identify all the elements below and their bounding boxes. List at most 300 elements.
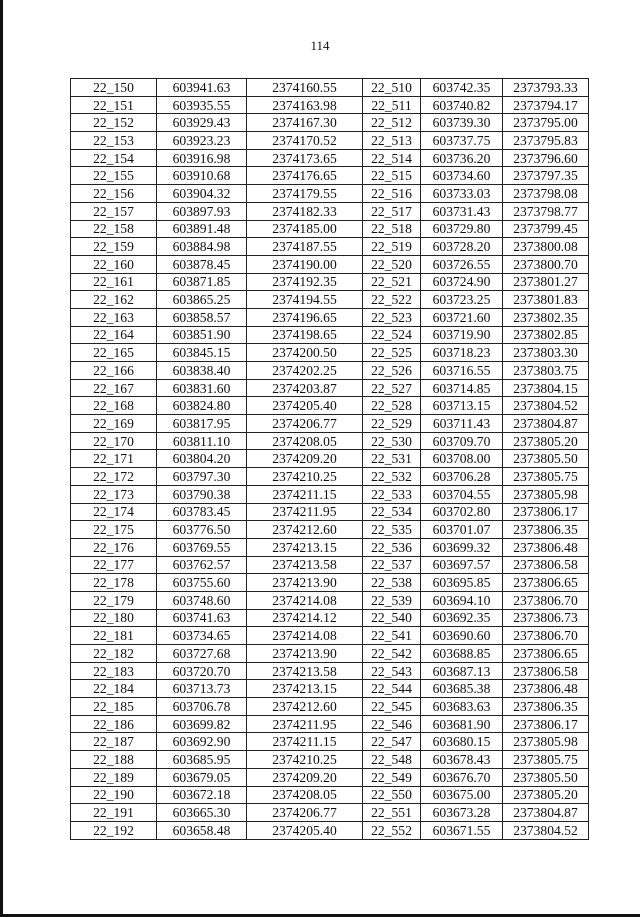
point-id-right: 22_523 xyxy=(363,308,421,326)
x-coordinate-right: 603721.60 xyxy=(421,308,503,326)
x-coordinate-right: 603681.90 xyxy=(421,715,503,733)
x-coordinate-left: 603884.98 xyxy=(157,238,247,256)
point-id-right: 22_551 xyxy=(363,804,421,822)
x-coordinate-left: 603897.93 xyxy=(157,202,247,220)
table-row xyxy=(71,432,589,450)
y-coordinate-left: 2374163.98 xyxy=(247,96,363,114)
y-coordinate-left: 2374211.15 xyxy=(247,733,363,751)
y-coordinate-right: 2373793.33 xyxy=(503,79,589,97)
x-coordinate-right: 603708.00 xyxy=(421,450,503,468)
y-coordinate-left: 2374192.35 xyxy=(247,273,363,291)
x-coordinate-right: 603723.25 xyxy=(421,291,503,309)
x-coordinate-left: 603748.60 xyxy=(157,591,247,609)
x-coordinate-left: 603811.10 xyxy=(157,432,247,450)
point-id-right: 22_531 xyxy=(363,450,421,468)
y-coordinate-right: 2373806.48 xyxy=(503,680,589,698)
y-coordinate-right: 2373806.70 xyxy=(503,627,589,645)
point-id-left: 22_185 xyxy=(71,698,157,716)
x-coordinate-left: 603699.82 xyxy=(157,715,247,733)
point-id-left: 22_155 xyxy=(71,167,157,185)
y-coordinate-right: 2373806.58 xyxy=(503,556,589,574)
coordinates-table xyxy=(70,78,589,840)
x-coordinate-left: 603851.90 xyxy=(157,326,247,344)
point-id-right: 22_549 xyxy=(363,768,421,786)
point-id-left: 22_162 xyxy=(71,291,157,309)
table-row xyxy=(71,609,589,627)
point-id-right: 22_539 xyxy=(363,591,421,609)
y-coordinate-left: 2374209.20 xyxy=(247,768,363,786)
x-coordinate-right: 603675.00 xyxy=(421,786,503,804)
point-id-right: 22_519 xyxy=(363,238,421,256)
table-row xyxy=(71,468,589,486)
x-coordinate-right: 603683.63 xyxy=(421,698,503,716)
table-row xyxy=(71,521,589,539)
table-row xyxy=(71,149,589,167)
x-coordinate-right: 603690.60 xyxy=(421,627,503,645)
table-row xyxy=(71,79,589,97)
point-id-left: 22_179 xyxy=(71,591,157,609)
point-id-right: 22_545 xyxy=(363,698,421,716)
point-id-right: 22_526 xyxy=(363,362,421,380)
x-coordinate-left: 603858.57 xyxy=(157,308,247,326)
x-coordinate-left: 603769.55 xyxy=(157,538,247,556)
point-id-left: 22_167 xyxy=(71,379,157,397)
y-coordinate-left: 2374212.60 xyxy=(247,521,363,539)
point-id-right: 22_530 xyxy=(363,432,421,450)
x-coordinate-right: 603729.80 xyxy=(421,220,503,238)
point-id-right: 22_524 xyxy=(363,326,421,344)
point-id-right: 22_514 xyxy=(363,149,421,167)
x-coordinate-left: 603665.30 xyxy=(157,804,247,822)
x-coordinate-right: 603678.43 xyxy=(421,751,503,769)
y-coordinate-right: 2373805.50 xyxy=(503,450,589,468)
x-coordinate-left: 603904.32 xyxy=(157,185,247,203)
point-id-left: 22_164 xyxy=(71,326,157,344)
point-id-left: 22_184 xyxy=(71,680,157,698)
x-coordinate-left: 603706.78 xyxy=(157,698,247,716)
x-coordinate-right: 603714.85 xyxy=(421,379,503,397)
y-coordinate-right: 2373806.17 xyxy=(503,715,589,733)
table-row xyxy=(71,698,589,716)
x-coordinate-left: 603865.25 xyxy=(157,291,247,309)
table-row xyxy=(71,662,589,680)
y-coordinate-left: 2374182.33 xyxy=(247,202,363,220)
point-id-right: 22_511 xyxy=(363,96,421,114)
point-id-right: 22_533 xyxy=(363,485,421,503)
point-id-right: 22_541 xyxy=(363,627,421,645)
table-row xyxy=(71,255,589,273)
y-coordinate-right: 2373802.85 xyxy=(503,326,589,344)
y-coordinate-right: 2373795.00 xyxy=(503,114,589,132)
x-coordinate-right: 603718.23 xyxy=(421,344,503,362)
point-id-right: 22_535 xyxy=(363,521,421,539)
table-row xyxy=(71,591,589,609)
y-coordinate-right: 2373805.75 xyxy=(503,468,589,486)
y-coordinate-left: 2374185.00 xyxy=(247,220,363,238)
y-coordinate-left: 2374205.40 xyxy=(247,821,363,839)
point-id-right: 22_529 xyxy=(363,415,421,433)
x-coordinate-right: 603701.07 xyxy=(421,521,503,539)
point-id-right: 22_534 xyxy=(363,503,421,521)
table-row xyxy=(71,804,589,822)
table-row xyxy=(71,344,589,362)
point-id-right: 22_532 xyxy=(363,468,421,486)
y-coordinate-right: 2373806.65 xyxy=(503,574,589,592)
y-coordinate-left: 2374211.95 xyxy=(247,715,363,733)
point-id-left: 22_151 xyxy=(71,96,157,114)
point-id-left: 22_177 xyxy=(71,556,157,574)
x-coordinate-right: 603687.13 xyxy=(421,662,503,680)
y-coordinate-right: 2373805.20 xyxy=(503,786,589,804)
x-coordinate-left: 603916.98 xyxy=(157,149,247,167)
point-id-right: 22_546 xyxy=(363,715,421,733)
y-coordinate-left: 2374194.55 xyxy=(247,291,363,309)
x-coordinate-left: 603935.55 xyxy=(157,96,247,114)
x-coordinate-left: 603910.68 xyxy=(157,167,247,185)
point-id-left: 22_159 xyxy=(71,238,157,256)
point-id-left: 22_186 xyxy=(71,715,157,733)
x-coordinate-left: 603672.18 xyxy=(157,786,247,804)
table-row xyxy=(71,238,589,256)
table-row xyxy=(71,574,589,592)
table-row xyxy=(71,627,589,645)
table-row xyxy=(71,185,589,203)
x-coordinate-left: 603734.65 xyxy=(157,627,247,645)
point-id-left: 22_160 xyxy=(71,255,157,273)
x-coordinate-right: 603709.70 xyxy=(421,432,503,450)
table-row xyxy=(71,556,589,574)
x-coordinate-left: 603923.23 xyxy=(157,132,247,150)
y-coordinate-left: 2374176.65 xyxy=(247,167,363,185)
x-coordinate-right: 603697.57 xyxy=(421,556,503,574)
table-row xyxy=(71,645,589,663)
y-coordinate-left: 2374170.52 xyxy=(247,132,363,150)
x-coordinate-right: 603734.60 xyxy=(421,167,503,185)
y-coordinate-left: 2374213.90 xyxy=(247,574,363,592)
point-id-left: 22_182 xyxy=(71,645,157,663)
point-id-right: 22_536 xyxy=(363,538,421,556)
y-coordinate-right: 2373806.58 xyxy=(503,662,589,680)
y-coordinate-right: 2373796.60 xyxy=(503,149,589,167)
point-id-right: 22_528 xyxy=(363,397,421,415)
y-coordinate-left: 2374214.08 xyxy=(247,627,363,645)
point-id-right: 22_537 xyxy=(363,556,421,574)
point-id-left: 22_189 xyxy=(71,768,157,786)
y-coordinate-right: 2373806.35 xyxy=(503,698,589,716)
x-coordinate-left: 603845.15 xyxy=(157,344,247,362)
x-coordinate-right: 603680.15 xyxy=(421,733,503,751)
y-coordinate-right: 2373801.83 xyxy=(503,291,589,309)
x-coordinate-right: 603706.28 xyxy=(421,468,503,486)
y-coordinate-left: 2374179.55 xyxy=(247,185,363,203)
point-id-left: 22_178 xyxy=(71,574,157,592)
x-coordinate-left: 603797.30 xyxy=(157,468,247,486)
point-id-right: 22_527 xyxy=(363,379,421,397)
y-coordinate-left: 2374213.90 xyxy=(247,645,363,663)
y-coordinate-right: 2373805.98 xyxy=(503,733,589,751)
point-id-right: 22_544 xyxy=(363,680,421,698)
point-id-left: 22_190 xyxy=(71,786,157,804)
point-id-left: 22_183 xyxy=(71,662,157,680)
y-coordinate-left: 2374203.87 xyxy=(247,379,363,397)
point-id-left: 22_187 xyxy=(71,733,157,751)
x-coordinate-right: 603673.28 xyxy=(421,804,503,822)
point-id-left: 22_191 xyxy=(71,804,157,822)
y-coordinate-left: 2374206.77 xyxy=(247,415,363,433)
point-id-right: 22_512 xyxy=(363,114,421,132)
point-id-left: 22_172 xyxy=(71,468,157,486)
point-id-right: 22_516 xyxy=(363,185,421,203)
point-id-left: 22_176 xyxy=(71,538,157,556)
x-coordinate-right: 603692.35 xyxy=(421,609,503,627)
y-coordinate-left: 2374211.95 xyxy=(247,503,363,521)
x-coordinate-right: 603676.70 xyxy=(421,768,503,786)
point-id-left: 22_166 xyxy=(71,362,157,380)
point-id-right: 22_550 xyxy=(363,786,421,804)
table-row xyxy=(71,415,589,433)
point-id-right: 22_548 xyxy=(363,751,421,769)
x-coordinate-left: 603878.45 xyxy=(157,255,247,273)
x-coordinate-left: 603871.85 xyxy=(157,273,247,291)
point-id-left: 22_181 xyxy=(71,627,157,645)
x-coordinate-left: 603817.95 xyxy=(157,415,247,433)
table-row xyxy=(71,680,589,698)
point-id-left: 22_163 xyxy=(71,308,157,326)
point-id-left: 22_157 xyxy=(71,202,157,220)
y-coordinate-right: 2373805.50 xyxy=(503,768,589,786)
x-coordinate-left: 603727.68 xyxy=(157,645,247,663)
x-coordinate-right: 603716.55 xyxy=(421,362,503,380)
y-coordinate-right: 2373801.27 xyxy=(503,273,589,291)
y-coordinate-left: 2374190.00 xyxy=(247,255,363,273)
x-coordinate-right: 603694.10 xyxy=(421,591,503,609)
point-id-left: 22_169 xyxy=(71,415,157,433)
x-coordinate-right: 603737.75 xyxy=(421,132,503,150)
y-coordinate-right: 2373799.45 xyxy=(503,220,589,238)
y-coordinate-left: 2374208.05 xyxy=(247,786,363,804)
page-number: 114 xyxy=(310,38,330,53)
x-coordinate-right: 603699.32 xyxy=(421,538,503,556)
table-row xyxy=(71,751,589,769)
table-row xyxy=(71,96,589,114)
y-coordinate-right: 2373806.48 xyxy=(503,538,589,556)
x-coordinate-right: 603704.55 xyxy=(421,485,503,503)
point-id-right: 22_513 xyxy=(363,132,421,150)
y-coordinate-left: 2374167.30 xyxy=(247,114,363,132)
x-coordinate-right: 603719.90 xyxy=(421,326,503,344)
point-id-right: 22_522 xyxy=(363,291,421,309)
y-coordinate-right: 2373804.52 xyxy=(503,821,589,839)
y-coordinate-left: 2374214.12 xyxy=(247,609,363,627)
x-coordinate-right: 603726.55 xyxy=(421,255,503,273)
x-coordinate-left: 603755.60 xyxy=(157,574,247,592)
x-coordinate-right: 603742.35 xyxy=(421,79,503,97)
point-id-right: 22_525 xyxy=(363,344,421,362)
table-row xyxy=(71,132,589,150)
x-coordinate-left: 603929.43 xyxy=(157,114,247,132)
point-id-right: 22_510 xyxy=(363,79,421,97)
coordinates-table-body xyxy=(71,79,589,840)
table-row xyxy=(71,202,589,220)
point-id-left: 22_161 xyxy=(71,273,157,291)
table-row xyxy=(71,450,589,468)
table-row xyxy=(71,733,589,751)
point-id-left: 22_152 xyxy=(71,114,157,132)
x-coordinate-left: 603679.05 xyxy=(157,768,247,786)
y-coordinate-left: 2374210.25 xyxy=(247,468,363,486)
point-id-left: 22_171 xyxy=(71,450,157,468)
y-coordinate-left: 2374206.77 xyxy=(247,804,363,822)
x-coordinate-left: 603831.60 xyxy=(157,379,247,397)
x-coordinate-right: 603713.15 xyxy=(421,397,503,415)
x-coordinate-left: 603790.38 xyxy=(157,485,247,503)
x-coordinate-right: 603740.82 xyxy=(421,96,503,114)
table-row xyxy=(71,503,589,521)
y-coordinate-left: 2374160.55 xyxy=(247,79,363,97)
y-coordinate-right: 2373806.65 xyxy=(503,645,589,663)
x-coordinate-left: 603941.63 xyxy=(157,79,247,97)
point-id-right: 22_540 xyxy=(363,609,421,627)
table-row xyxy=(71,220,589,238)
y-coordinate-right: 2373803.30 xyxy=(503,344,589,362)
point-id-left: 22_192 xyxy=(71,821,157,839)
x-coordinate-right: 603688.85 xyxy=(421,645,503,663)
y-coordinate-left: 2374200.50 xyxy=(247,344,363,362)
x-coordinate-right: 603671.55 xyxy=(421,821,503,839)
y-coordinate-right: 2373803.75 xyxy=(503,362,589,380)
y-coordinate-left: 2374213.15 xyxy=(247,538,363,556)
table-row xyxy=(71,167,589,185)
y-coordinate-left: 2374213.58 xyxy=(247,556,363,574)
point-id-right: 22_552 xyxy=(363,821,421,839)
y-coordinate-left: 2374198.65 xyxy=(247,326,363,344)
point-id-left: 22_168 xyxy=(71,397,157,415)
y-coordinate-right: 2373806.17 xyxy=(503,503,589,521)
table-row xyxy=(71,114,589,132)
x-coordinate-left: 603891.48 xyxy=(157,220,247,238)
point-id-left: 22_150 xyxy=(71,79,157,97)
point-id-left: 22_174 xyxy=(71,503,157,521)
y-coordinate-right: 2373804.52 xyxy=(503,397,589,415)
y-coordinate-left: 2374213.15 xyxy=(247,680,363,698)
y-coordinate-left: 2374187.55 xyxy=(247,238,363,256)
y-coordinate-right: 2373800.08 xyxy=(503,238,589,256)
x-coordinate-left: 603838.40 xyxy=(157,362,247,380)
x-coordinate-right: 603733.03 xyxy=(421,185,503,203)
y-coordinate-right: 2373798.77 xyxy=(503,202,589,220)
x-coordinate-left: 603685.95 xyxy=(157,751,247,769)
y-coordinate-right: 2373806.35 xyxy=(503,521,589,539)
y-coordinate-right: 2373805.20 xyxy=(503,432,589,450)
point-id-right: 22_543 xyxy=(363,662,421,680)
table-row xyxy=(71,326,589,344)
point-id-left: 22_188 xyxy=(71,751,157,769)
table-row xyxy=(71,362,589,380)
point-id-right: 22_538 xyxy=(363,574,421,592)
point-id-left: 22_165 xyxy=(71,344,157,362)
point-id-left: 22_153 xyxy=(71,132,157,150)
y-coordinate-right: 2373794.17 xyxy=(503,96,589,114)
y-coordinate-right: 2373800.70 xyxy=(503,255,589,273)
x-coordinate-right: 603685.38 xyxy=(421,680,503,698)
point-id-left: 22_175 xyxy=(71,521,157,539)
point-id-right: 22_518 xyxy=(363,220,421,238)
table-row xyxy=(71,308,589,326)
y-coordinate-left: 2374213.58 xyxy=(247,662,363,680)
y-coordinate-right: 2373804.87 xyxy=(503,415,589,433)
table-row xyxy=(71,538,589,556)
y-coordinate-right: 2373795.83 xyxy=(503,132,589,150)
y-coordinate-left: 2374196.65 xyxy=(247,308,363,326)
x-coordinate-right: 603736.20 xyxy=(421,149,503,167)
table-row xyxy=(71,273,589,291)
point-id-left: 22_180 xyxy=(71,609,157,627)
x-coordinate-right: 603728.20 xyxy=(421,238,503,256)
x-coordinate-left: 603658.48 xyxy=(157,821,247,839)
x-coordinate-left: 603762.57 xyxy=(157,556,247,574)
x-coordinate-right: 603731.43 xyxy=(421,202,503,220)
point-id-right: 22_517 xyxy=(363,202,421,220)
x-coordinate-right: 603724.90 xyxy=(421,273,503,291)
point-id-right: 22_542 xyxy=(363,645,421,663)
table-row xyxy=(71,768,589,786)
point-id-right: 22_547 xyxy=(363,733,421,751)
y-coordinate-right: 2373806.73 xyxy=(503,609,589,627)
x-coordinate-left: 603720.70 xyxy=(157,662,247,680)
y-coordinate-right: 2373797.35 xyxy=(503,167,589,185)
point-id-left: 22_158 xyxy=(71,220,157,238)
y-coordinate-right: 2373806.70 xyxy=(503,591,589,609)
point-id-right: 22_521 xyxy=(363,273,421,291)
table-row xyxy=(71,291,589,309)
y-coordinate-left: 2374214.08 xyxy=(247,591,363,609)
x-coordinate-right: 603695.85 xyxy=(421,574,503,592)
y-coordinate-right: 2373804.15 xyxy=(503,379,589,397)
x-coordinate-left: 603741.63 xyxy=(157,609,247,627)
y-coordinate-right: 2373805.75 xyxy=(503,751,589,769)
y-coordinate-left: 2374211.15 xyxy=(247,485,363,503)
y-coordinate-right: 2373798.08 xyxy=(503,185,589,203)
table-row xyxy=(71,485,589,503)
x-coordinate-left: 603804.20 xyxy=(157,450,247,468)
x-coordinate-right: 603711.43 xyxy=(421,415,503,433)
table-row xyxy=(71,786,589,804)
scan-left-border xyxy=(0,0,3,917)
point-id-right: 22_515 xyxy=(363,167,421,185)
x-coordinate-left: 603824.80 xyxy=(157,397,247,415)
point-id-left: 22_154 xyxy=(71,149,157,167)
table-row xyxy=(71,715,589,733)
y-coordinate-right: 2373805.98 xyxy=(503,485,589,503)
y-coordinate-left: 2374202.25 xyxy=(247,362,363,380)
x-coordinate-right: 603702.80 xyxy=(421,503,503,521)
y-coordinate-left: 2374212.60 xyxy=(247,698,363,716)
table-row xyxy=(71,397,589,415)
y-coordinate-left: 2374209.20 xyxy=(247,450,363,468)
point-id-right: 22_520 xyxy=(363,255,421,273)
y-coordinate-right: 2373804.87 xyxy=(503,804,589,822)
y-coordinate-left: 2374208.05 xyxy=(247,432,363,450)
table-row xyxy=(71,821,589,839)
table-row xyxy=(71,379,589,397)
point-id-left: 22_156 xyxy=(71,185,157,203)
x-coordinate-left: 603692.90 xyxy=(157,733,247,751)
x-coordinate-left: 603776.50 xyxy=(157,521,247,539)
y-coordinate-left: 2374173.65 xyxy=(247,149,363,167)
point-id-left: 22_173 xyxy=(71,485,157,503)
y-coordinate-left: 2374205.40 xyxy=(247,397,363,415)
x-coordinate-right: 603739.30 xyxy=(421,114,503,132)
